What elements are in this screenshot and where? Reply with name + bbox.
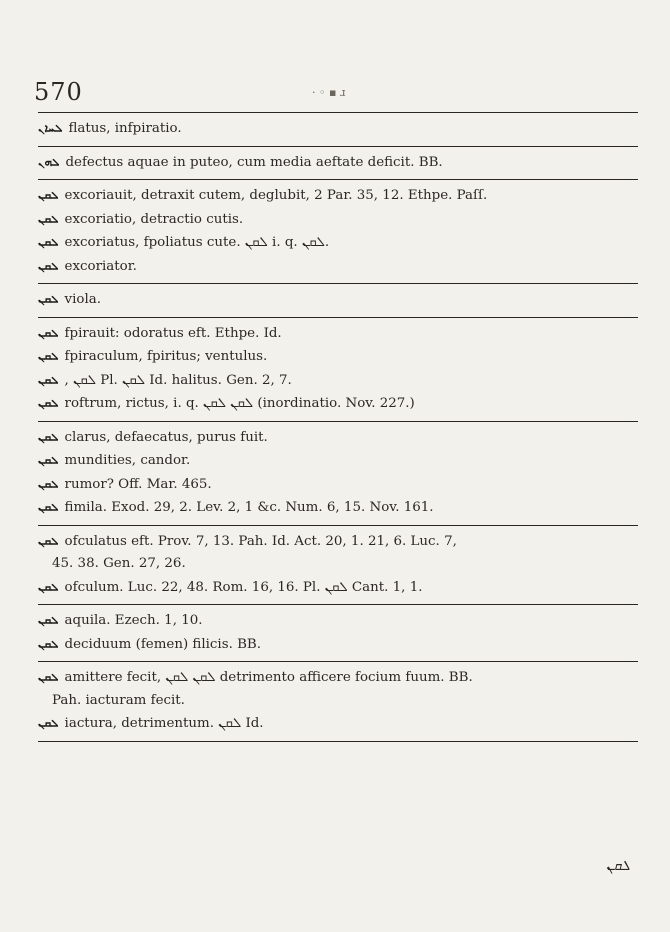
entry-line	[38, 231, 638, 255]
definition-text: ofculatus eft. Prov. 7, 13. Pah. Id. Act. 20, 1. 21, 6. Luc. 7,	[64, 533, 457, 549]
entry-line	[38, 496, 638, 520]
entry-line	[38, 426, 638, 450]
entry-line	[38, 690, 638, 713]
headword: ܠܩܢ	[38, 580, 59, 593]
headword: ܠܩܢ	[38, 501, 59, 513]
definition-text: flatus, infpiratio.	[68, 121, 182, 136]
entry-line	[38, 369, 638, 393]
definition-text: fimila. Exod. 29, 2. Lev. 2, 1 &c. Num. 6, 15. Nov. 161.	[64, 500, 434, 515]
entry-line	[38, 576, 638, 600]
entry-line	[38, 530, 638, 554]
definition-text: Pah. iacturam fecit.	[52, 692, 185, 708]
headword: ܠܩܢ	[38, 397, 59, 409]
entry-line	[38, 712, 638, 736]
entry-line	[38, 184, 638, 208]
headword: ܠܩܢ	[38, 534, 59, 547]
definition-text: clarus, defaecatus, purus fuit.	[64, 429, 268, 445]
entry-line	[38, 288, 638, 312]
headword: ܠܩܢ	[38, 373, 59, 386]
headword: ܠܩܢ	[38, 259, 59, 272]
entry-line	[38, 208, 638, 232]
entry-group	[38, 422, 638, 526]
definition-text: rumor? Off. Mar. 465.	[64, 476, 212, 492]
page-number: 570	[34, 78, 83, 106]
definition-text: excoriauit, detraxit cutem, deglubit, 2 Par. 35, 12. Ethpe. Paſſ.	[64, 188, 488, 203]
definition-text: ofculum. Luc. 22, 48. Rom. 16, 16. Pl. ܠܩܢ Cant. 1, 1.	[64, 579, 423, 595]
catchword: ܠܩܢ	[606, 858, 630, 874]
headword: ܠܩܢ	[38, 454, 59, 466]
headword: ܠܗܢ	[38, 155, 60, 168]
entry-line	[38, 449, 638, 473]
headword: ܠܩܢ	[38, 350, 59, 362]
headword: ܠܩܢ	[38, 477, 59, 490]
headword: ܠܩܢ	[38, 717, 59, 729]
definition-text: iactura, detrimentum. ܠܩܢ Id.	[64, 716, 264, 731]
entry-group	[38, 526, 638, 606]
headword: ܠܩܢ	[38, 236, 59, 248]
entry-line	[38, 666, 638, 690]
definition-text: viola.	[64, 292, 101, 307]
headword: ܠܩܢ	[38, 189, 59, 201]
headword: ܠܩܢ	[38, 212, 59, 225]
entry-line	[38, 345, 638, 369]
entry-group	[38, 112, 638, 147]
entry-line	[38, 117, 638, 141]
definition-text: defectus aquae in puteo, cum media aeftate deficit. BB.	[65, 154, 443, 170]
headword: ܠܩܢ	[38, 430, 59, 443]
definition-text: fpirauit: odoratus eft. Ethpe. Id.	[64, 325, 282, 341]
entry-line	[38, 609, 638, 633]
entry-line	[38, 473, 638, 497]
headword: ܠܩܢ	[38, 637, 59, 650]
entry-group	[38, 605, 638, 662]
headword: ܠܩܢ	[38, 326, 59, 339]
entry-group	[38, 318, 638, 422]
entry-line	[38, 392, 638, 416]
definition-text: deciduum (femen) filicis. BB.	[64, 636, 262, 652]
entry-group	[38, 147, 638, 181]
definition-text: mundities, candor.	[64, 453, 191, 468]
headword: ܠܩܢ	[38, 614, 59, 626]
headword: ܠܩܢ	[38, 293, 59, 305]
definition-text: 45. 38. Gen. 27, 26.	[52, 556, 186, 571]
definition-text: excoriatus, fpoliatus cute. ܠܩܢ i. q. ܠܩܢ.	[64, 235, 330, 250]
entry-line	[38, 633, 638, 657]
entry-group	[38, 662, 638, 742]
entry-line	[38, 322, 638, 346]
definition-text: excoriatio, detractio cutis.	[64, 211, 244, 227]
definition-text: fpiraculum, fpiritus; ventulus.	[64, 349, 268, 364]
entry-line	[38, 151, 638, 175]
headword: ܠܩܢ	[38, 671, 59, 683]
entry-line	[38, 553, 638, 576]
definition-text: roftrum, rictus, i. q. ܠܩܢ ܠܩܢ (inordinatio. Nov. 227.)	[64, 396, 415, 411]
entry-group	[38, 284, 638, 318]
definition-text: excoriator.	[64, 258, 137, 274]
dictionary-entries	[38, 112, 638, 742]
definition-text: aquila. Ezech. 1, 10.	[64, 613, 203, 628]
headword: ܠܚܐܢ	[38, 122, 63, 134]
header-mark: · ◦ ▪ ɹ	[312, 86, 346, 99]
definition-text: amittere fecit, ܠܩܢ ܠܩܢ detrimento afficere focium fuum. BB.	[64, 670, 473, 685]
entry-line	[38, 255, 638, 279]
definition-text: , ܠܩܢ Pl. ܠܩܢ Id. halitus. Gen. 2, 7.	[64, 372, 292, 388]
entry-group	[38, 180, 638, 284]
